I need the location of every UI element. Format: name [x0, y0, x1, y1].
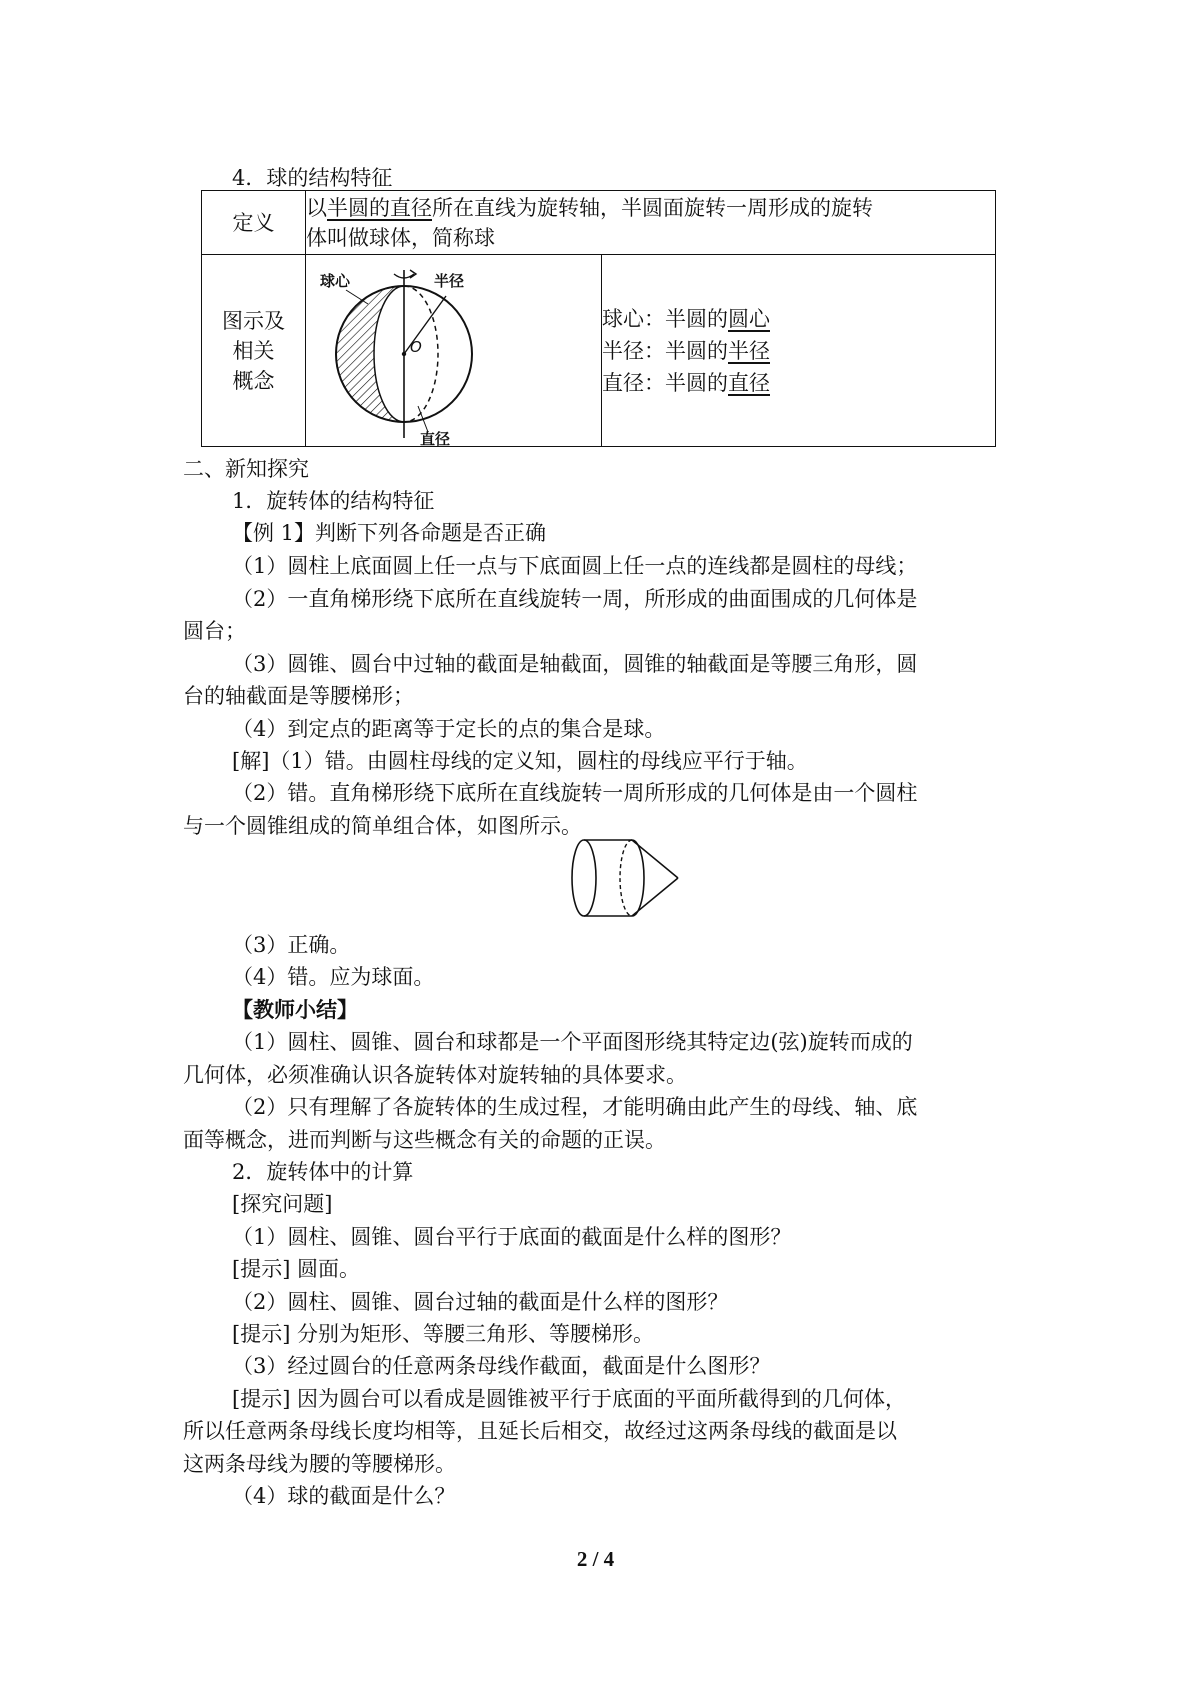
hatched-semicircle	[336, 286, 404, 422]
sphere-feature-table	[201, 190, 996, 447]
sphere-diagram	[306, 256, 602, 446]
summary-p1-line2: 几何体，必须准确认识各旋转体对旋转轴的具体要求。	[183, 1063, 687, 1087]
explore-a2: [提示] 分别为矩形、等腰三角形、等腰梯形。	[232, 1322, 655, 1346]
diagram-label-line-2: 相关	[232, 338, 275, 363]
definition-label-cell	[202, 191, 306, 255]
concepts-cell	[602, 255, 996, 447]
explore-a3-line1: [提示] 因为圆台可以看成是圆锥被平行于底面的平面所截得到的几何体，	[232, 1387, 907, 1411]
diagram-label-line-3: 概念	[232, 368, 275, 393]
explore-q1: （1）圆柱、圆锥、圆台平行于底面的截面是什么样的图形？	[232, 1225, 792, 1249]
cylinder-left-base	[572, 840, 596, 916]
solution-4: （4）错。应为球面。	[232, 965, 435, 989]
section2-heading: 二、新知探究	[183, 457, 309, 481]
diameter-label: 直径	[420, 429, 451, 446]
explore-a3-line3: 这两条母线为腰的等腰梯形。	[183, 1452, 456, 1476]
definition-cell	[306, 191, 996, 255]
explore-q4: （4）球的截面是什么？	[232, 1484, 456, 1508]
concept-prefix: 半径：半圆的	[602, 338, 728, 363]
cylinder-cone-figure	[566, 834, 686, 922]
center-label: 球心	[320, 271, 351, 290]
section4-heading: 4．球的结构特征	[232, 166, 393, 190]
example1-p1: （1）圆柱上底面圆上任一点与下底面圆上任一点的连线都是圆柱的母线；	[232, 554, 918, 578]
explore-a1: [提示] 圆面。	[232, 1257, 361, 1281]
example1-p3-line2: 台的轴截面是等腰梯形；	[183, 684, 414, 708]
solution-2-line2: 与一个圆锥组成的简单组合体，如图所示。	[183, 814, 582, 838]
concept-center	[602, 303, 995, 335]
summary-p2-line1: （2）只有理解了各旋转体的生成过程，才能明确由此产生的母线、轴、底	[232, 1095, 918, 1119]
concept-term: 直径	[728, 370, 770, 395]
summary-p1-line1: （1）圆柱、圆锥、圆台和球都是一个平面图形绕其特定边(弦)旋转而成的	[232, 1030, 913, 1054]
definition-underlined-term: 半圆的直径	[327, 195, 432, 220]
solution-2-line1: （2）错。直角梯形绕下底所在直线旋转一周所形成的几何体是由一个圆柱	[232, 781, 918, 805]
solution-3: （3）正确。	[232, 933, 351, 957]
explore-a3-line2: 所以任意两条母线长度均相等，且延长后相交，故经过这两条母线的截面是以	[183, 1419, 897, 1443]
definition-line-1	[306, 193, 995, 223]
diagram-label-line-1: 图示及	[222, 308, 285, 333]
definition-line-2: 体叫做球体，简称球	[306, 225, 495, 250]
sphere-figure-cell	[306, 255, 602, 447]
concept-prefix: 直径：半圆的	[602, 370, 728, 395]
sub1-heading: 1．旋转体的结构特征	[232, 489, 435, 513]
center-point	[402, 351, 406, 355]
example1-p2-line1: （2）一直角梯形绕下底所在直线旋转一周，所形成的曲面围成的几何体是	[232, 587, 918, 611]
explore-q3: （3）经过圆台的任意两条母线作截面，截面是什么图形？	[232, 1354, 771, 1378]
middle-base-hidden-arc	[620, 840, 632, 916]
concept-term: 半径	[728, 338, 770, 363]
summary-title: 【教师小结】	[232, 997, 358, 1022]
solution-1: [解]（1）错。由圆柱母线的定义知，圆柱的母线应平行于轴。	[232, 749, 808, 773]
definition-text-start: 以	[306, 195, 327, 220]
page-number: 2 / 4	[576, 1547, 615, 1571]
example1-p3-line1: （3）圆锥、圆台中过轴的截面是轴截面，圆锥的轴截面是等腰三角形，圆	[232, 652, 918, 676]
concept-prefix: 球心：半圆的	[602, 306, 728, 331]
definition-label: 定义	[232, 210, 275, 235]
sub2-heading: 2．旋转体中的计算	[232, 1160, 414, 1184]
explore-q2: （2）圆柱、圆锥、圆台过轴的截面是什么样的图形？	[232, 1290, 729, 1314]
definition-text-rest: 所在直线为旋转轴，半圆面旋转一周形成的旋转	[432, 195, 873, 220]
summary-p2-line2: 面等概念，进而判断与这些概念有关的命题的正误。	[183, 1128, 666, 1152]
diagram-label-cell	[202, 255, 306, 447]
concept-term: 圆心	[728, 306, 770, 331]
concept-diameter	[602, 367, 995, 399]
cone-bottom-edge	[632, 878, 678, 916]
example1-p4: （4）到定点的距离等于定长的点的集合是球。	[232, 717, 666, 741]
middle-base-visible-arc	[632, 840, 644, 916]
example1-p2-line2: 圆台；	[183, 619, 246, 643]
concept-radius	[602, 335, 995, 367]
example1-title: 【例 1】判断下列各命题是否正确	[232, 521, 547, 545]
o-label: O	[410, 337, 422, 356]
radius-label: 半径	[434, 271, 465, 290]
center-leader-line	[346, 290, 368, 304]
explore-title: [探究问题]	[232, 1192, 333, 1216]
cone-top-edge	[632, 840, 678, 878]
